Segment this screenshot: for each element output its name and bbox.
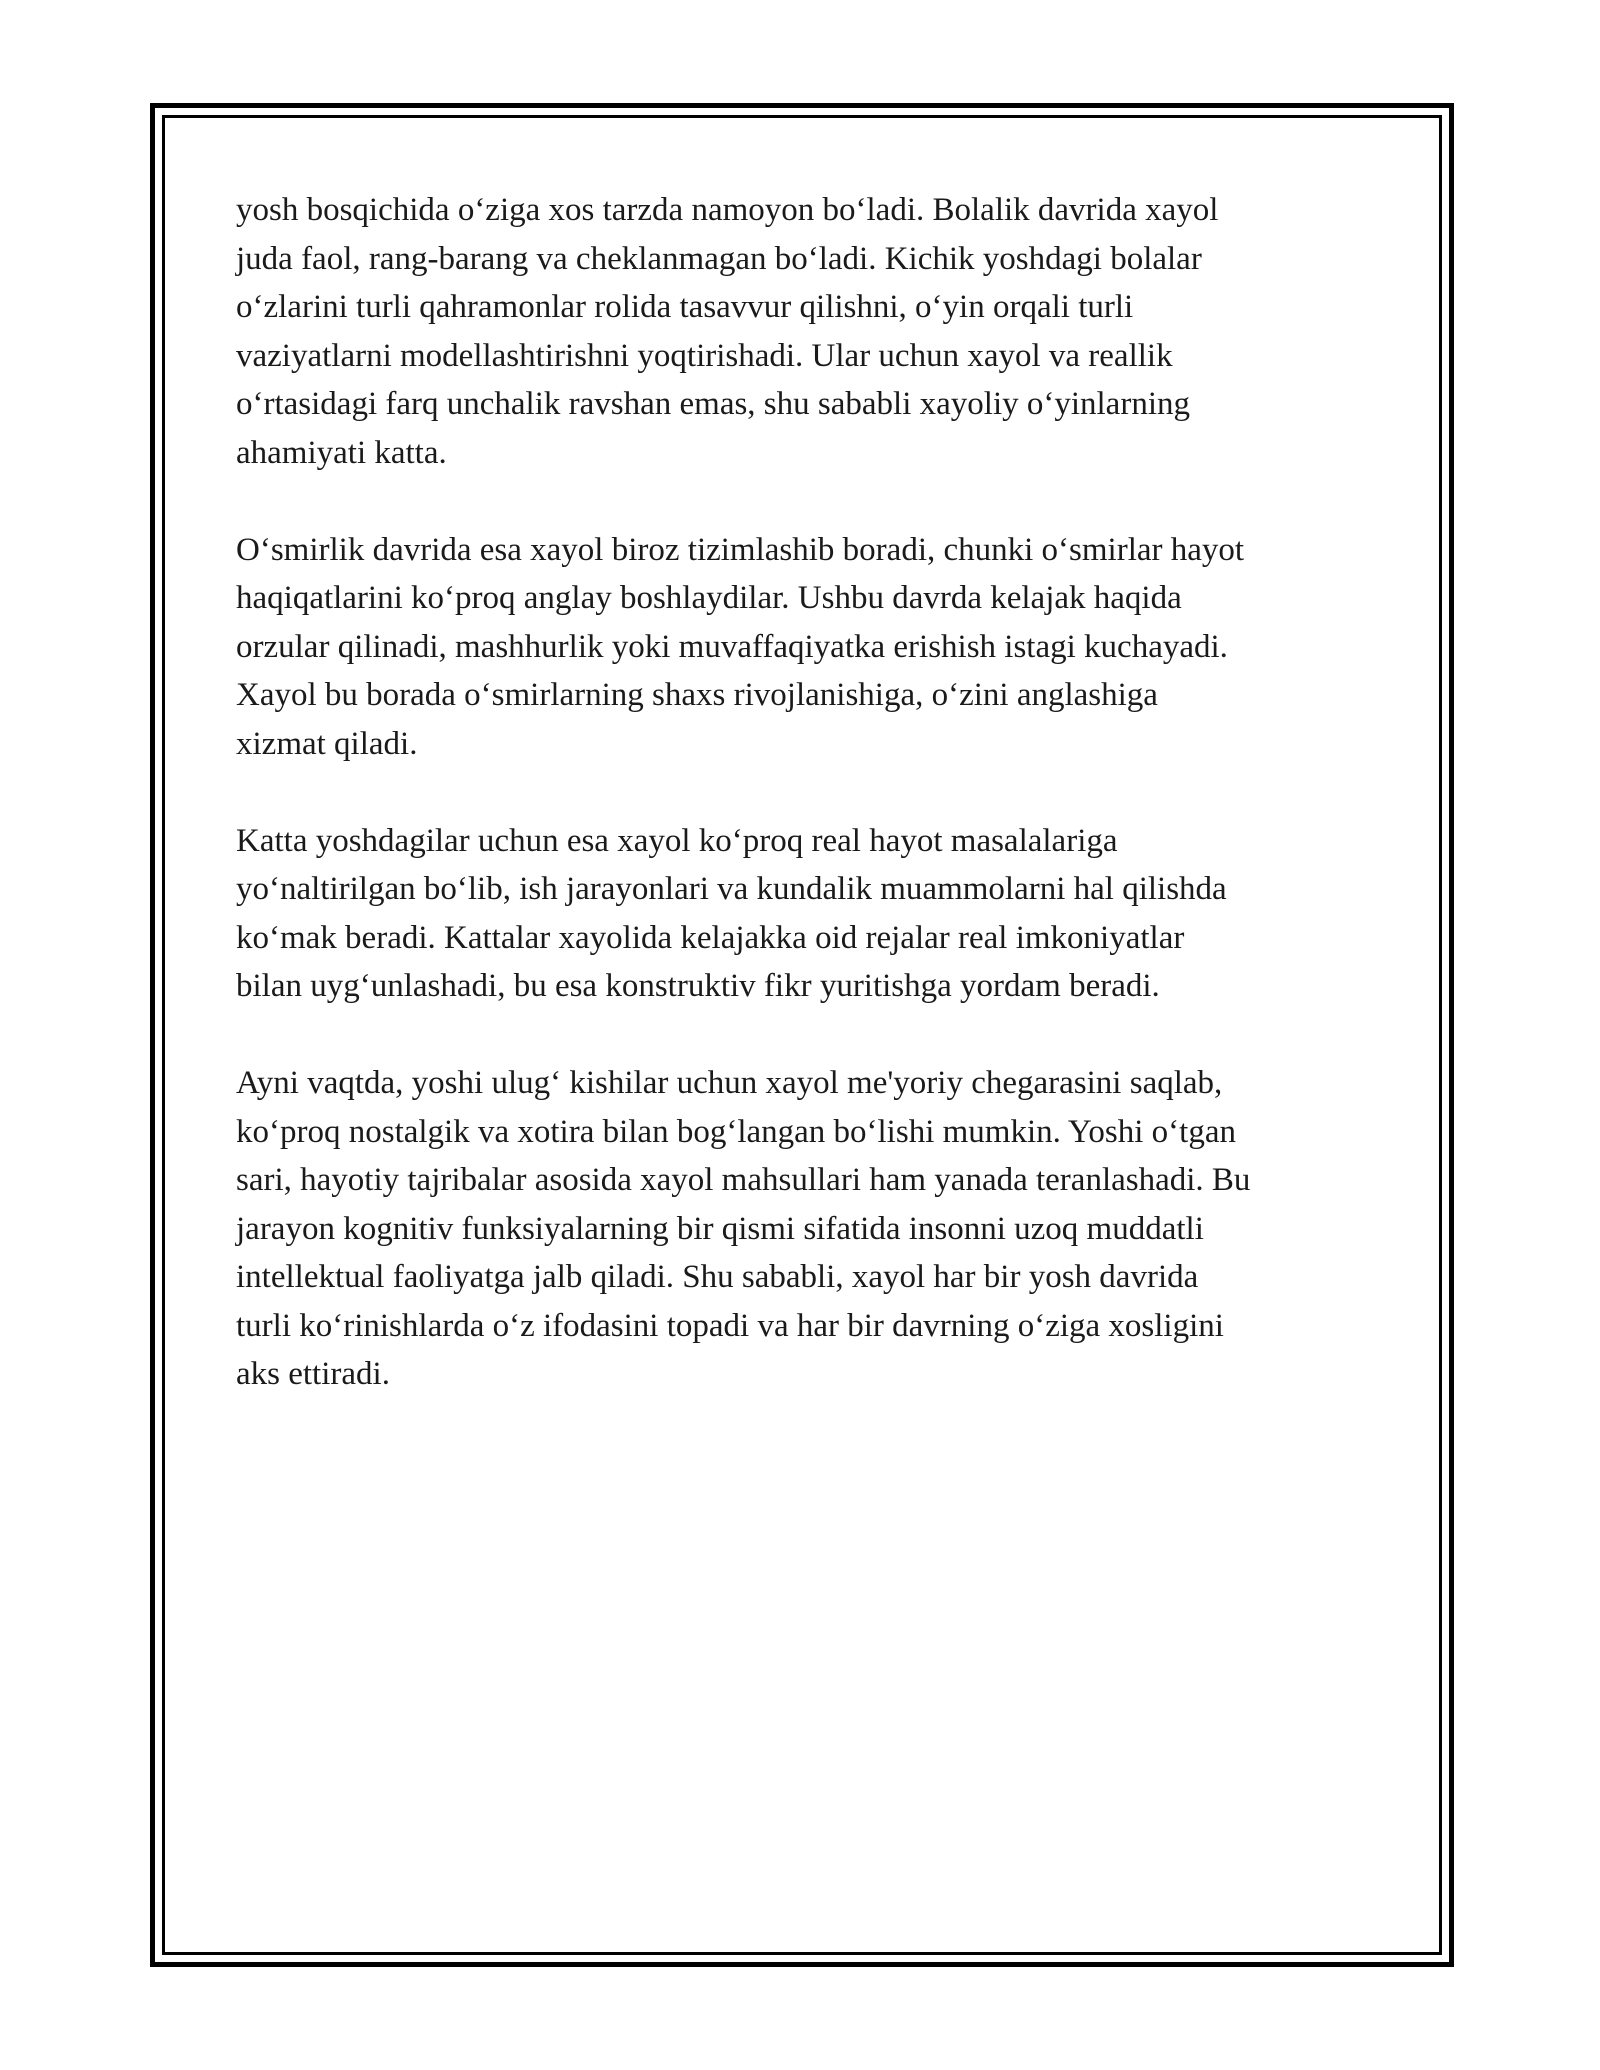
text-line: Ayni vaqtda, yoshi ulug‘ kishilar uchun xayol me'yoriy chegarasini saqlab, bbox=[236, 1065, 1223, 1101]
document-body bbox=[236, 186, 1396, 1399]
text-line: yosh bosqichida o‘ziga xos tarzda namoyon bo‘ladi. Bolalik davrida xayol bbox=[236, 192, 1219, 228]
paragraph-1 bbox=[236, 186, 1396, 477]
text-line: jarayon kognitiv funksiyalarning bir qismi sifatida insonni uzoq muddatli bbox=[236, 1210, 1204, 1247]
text-line: turli ko‘rinishlarda o‘z ifodasini topadi va har bir davrning o‘ziga xosligini bbox=[236, 1307, 1224, 1344]
text-line: o‘zlarini turli qahramonlar rolida tasavvur qilishni, o‘yin orqali turli bbox=[236, 289, 1134, 325]
paragraph-4 bbox=[236, 1059, 1396, 1399]
text-line: Xayol bu borada o‘smirlarning shaxs rivojlanishiga, o‘zini anglashiga bbox=[236, 677, 1158, 713]
text-line: orzular qilinadi, mashhurlik yoki muvaffaqiyatka erishish istagi kuchayadi. bbox=[236, 628, 1228, 665]
text-line: xizmat qiladi. bbox=[236, 725, 418, 762]
text-line: ko‘mak beradi. Kattalar xayolida kelajakka oid rejalar real imkoniyatlar bbox=[236, 919, 1185, 956]
text-line: sari, hayotiy tajribalar asosida xayol mahsullari ham yanada teranlashadi. Bu bbox=[236, 1162, 1251, 1198]
text-line: bilan uyg‘unlashadi, bu esa konstruktiv fikr yuritishga yordam beradi. bbox=[236, 968, 1160, 1004]
text-line: ko‘proq nostalgik va xotira bilan bog‘langan bo‘lishi mumkin. Yoshi o‘tgan bbox=[236, 1113, 1236, 1150]
text-line: aks ettiradi. bbox=[236, 1356, 390, 1392]
paragraph-2 bbox=[236, 526, 1396, 769]
text-line: juda faol, rang-barang va cheklanmagan bo‘ladi. Kichik yoshdagi bolalar bbox=[236, 240, 1202, 277]
text-line: haqiqatlarini ko‘proq anglay boshlaydilar. Ushbu davrda kelajak haqida bbox=[236, 580, 1182, 616]
text-line: ahamiyati katta. bbox=[236, 434, 447, 471]
text-line: vaziyatlarni modellashtirishni yoqtirishadi. Ular uchun xayol va reallik bbox=[236, 337, 1173, 374]
paragraph-spacer bbox=[236, 477, 1396, 526]
text-line: O‘smirlik davrida esa xayol biroz tizimlashib boradi, chunki o‘smirlar hayot bbox=[236, 531, 1245, 568]
paragraph-spacer bbox=[236, 1011, 1396, 1060]
paragraph-spacer bbox=[236, 768, 1396, 817]
text-line: o‘rtasidagi farq unchalik ravshan emas, shu sababli xayoliy o‘yinlarning bbox=[236, 386, 1190, 422]
text-line: intellektual faoliyatga jalb qiladi. Shu sababli, xayol har bir yosh davrida bbox=[236, 1259, 1199, 1295]
paragraph-3 bbox=[236, 817, 1396, 1011]
text-line: yo‘naltirilgan bo‘lib, ish jarayonlari va kundalik muammolarni hal qilishda bbox=[236, 871, 1227, 907]
text-line: Katta yoshdagilar uchun esa xayol ko‘proq real hayot masalalariga bbox=[236, 822, 1118, 859]
